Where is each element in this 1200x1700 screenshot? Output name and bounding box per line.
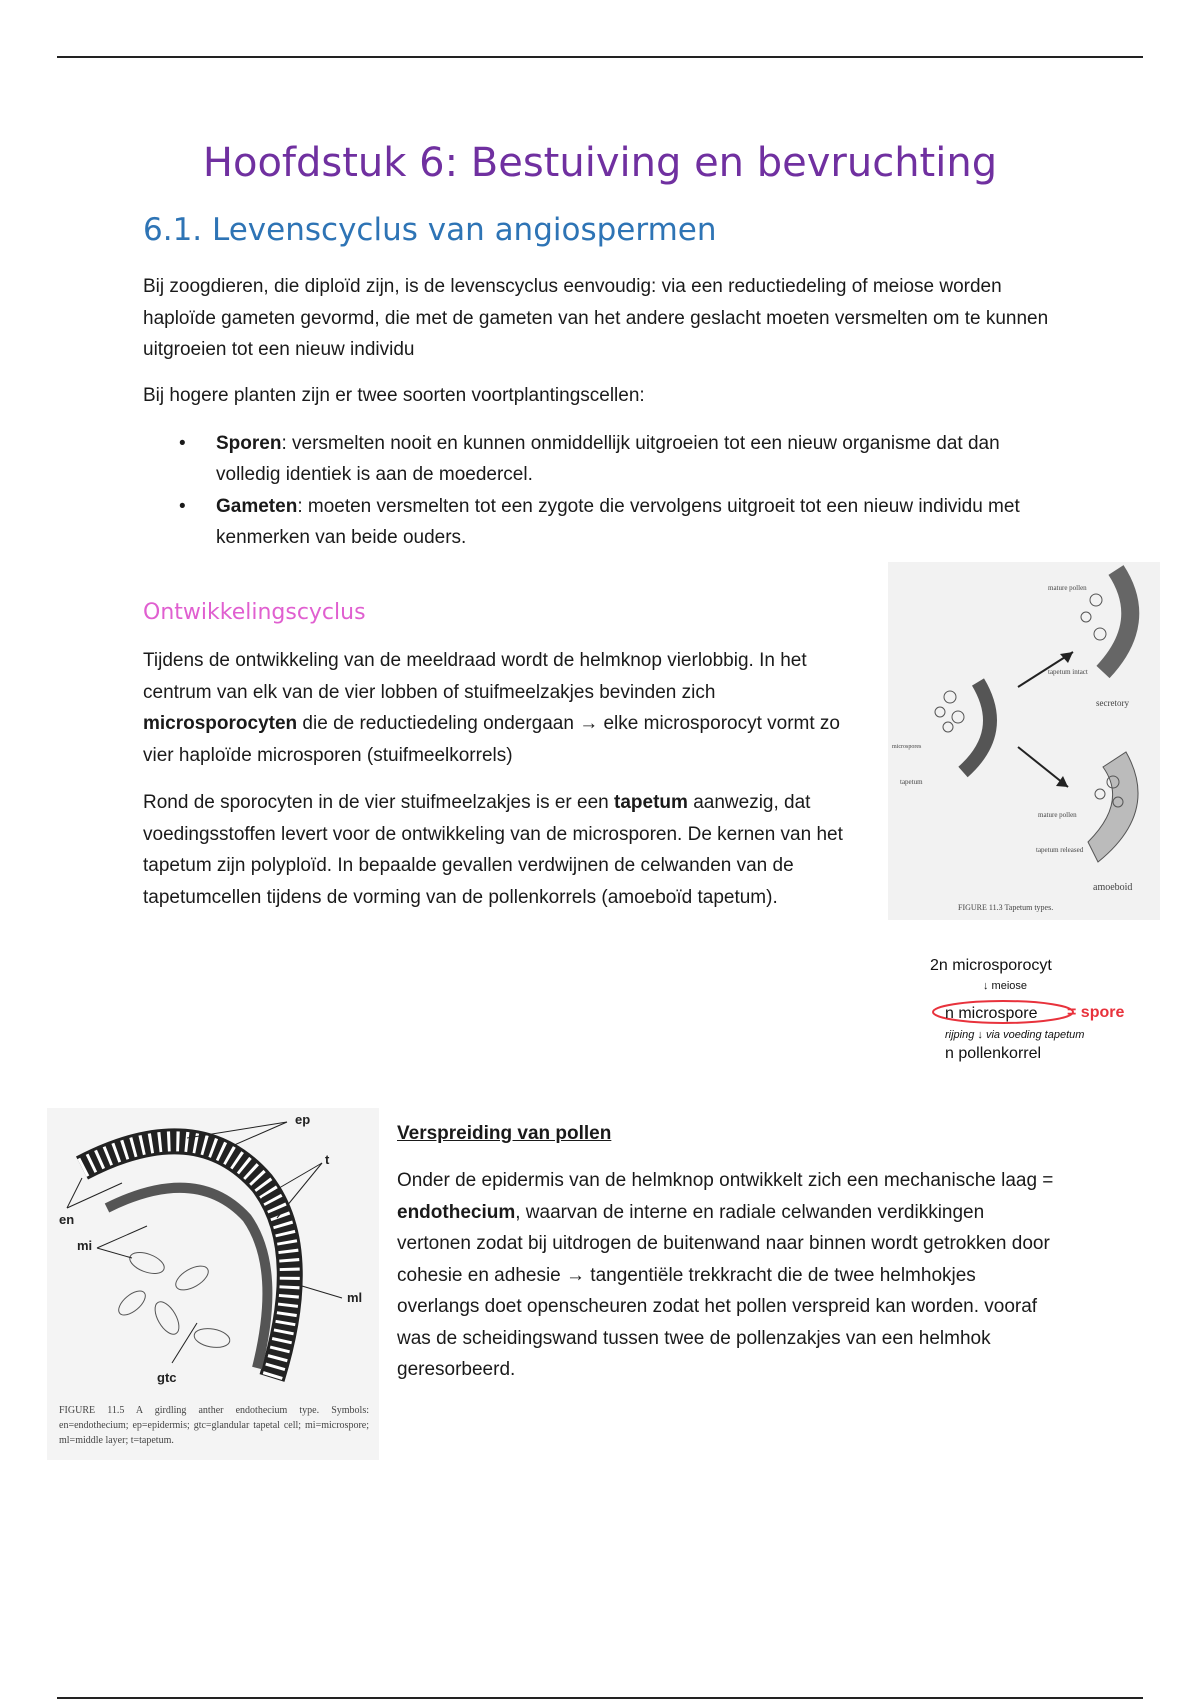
anther-wall-left [963, 682, 990, 772]
label-tapetum: tapetum [900, 778, 923, 786]
endothecium-figure [47, 1108, 379, 1460]
dev-para1-b: die de reductiedeling ondergaan → elke microsporocyt vormt zo vier haploïde microsporen (stuifmeelkorrels) [143, 713, 840, 766]
label-microspores: microspores [892, 744, 922, 750]
cycle-line-microspore: n microspore [945, 1005, 1038, 1022]
cycle-line-microsporocyt: 2n microsporocyt [930, 957, 1052, 974]
tapetum-figure-caption: FIGURE 11.3 Tapetum types. [958, 903, 1054, 912]
label-mi: mi [77, 1238, 93, 1253]
cycle-line-pollenkorrel: n pollenkorrel [945, 1045, 1042, 1062]
label-secretory: secretory [1096, 698, 1129, 708]
dev-para2-b: aanwezig, dat voedingsstoffen levert voor de ontwikkeling van de microsporen. De kernen van het tapetum zijn polyploïd. In bepaalde gevallen verdwijnen de celwanden van de tapetumcellen tijdens de vorming van de pollenkorrels (amoeboïd tapetum). [143, 792, 843, 908]
second-paragraph: Bij hogere planten zijn er twee soorten voortplantingscellen: [143, 385, 645, 406]
label-amoeboid: amoeboid [1093, 882, 1133, 893]
label-tapetum-released: tapetum released [1036, 846, 1084, 854]
dev-para1-bold: microsporocyten [143, 713, 298, 734]
anther-wall-top [1103, 570, 1130, 672]
footer-rule [57, 1697, 1143, 1699]
header-rule [57, 56, 1143, 58]
section-heading: 6.1. Levenscyclus van angiospermen [143, 212, 717, 248]
bullet-icon: • [179, 496, 186, 517]
bullet-sporen [143, 428, 1063, 490]
bullet-text: : moeten versmelten tot een zygote die vervolgens uitgroeit tot een nieuw individu met kenmerken van beide ouders. [216, 496, 1020, 548]
verspreiding-heading: Verspreiding van pollen [397, 1123, 612, 1144]
endothecium-figure-caption: FIGURE 11.5 A girdling anther endothecium type. Symbols: en=endothecium; ep=epidermis; gtc=glandular tapetal cell; mi=microspore; ml=middle layer; t=tapetum. [59, 1405, 369, 1446]
verspreiding-a: Onder de epidermis van de helmknop ontwikkelt zich een mechanische laag = [397, 1170, 1054, 1191]
cycle-svg [915, 955, 1155, 1065]
subheading-ontwikkelingscyclus: Ontwikkelingscyclus [143, 600, 366, 625]
anther-wall-bottom [1088, 752, 1138, 862]
label-ml: ml [347, 1290, 363, 1305]
tapetum-figure [888, 562, 1160, 920]
bullet-gameten [143, 491, 1063, 553]
microspore-cycle-diagram [915, 955, 1155, 1065]
bullet-text: : versmelten nooit en kunnen onmiddellijk uitgroeien tot een nieuw organisme dat dan volledig identiek is aan de moedercel. [216, 433, 1000, 485]
bullet-list [143, 428, 1063, 553]
label-en: en [59, 1212, 75, 1227]
dev-para2-bold: tapetum [614, 792, 688, 813]
bullet-term: Sporen [216, 433, 282, 454]
development-paragraph-2 [143, 787, 868, 913]
bullet-term: Gameten [216, 496, 298, 517]
label-t: t [325, 1152, 330, 1167]
verspreiding-bold: endothecium [397, 1201, 516, 1223]
dev-para1-a: Tijdens de ontwikkeling van de meeldraad wordt de helmknop vierlobbig. In het centrum van elk van de vier lobben of stuifmeelzakjes bevinden zich [143, 650, 807, 703]
label-ep: ep [295, 1112, 311, 1127]
development-paragraph-1 [143, 645, 863, 771]
bullet-icon: • [179, 433, 186, 454]
label-mature-pollen: mature pollen [1048, 584, 1087, 592]
cycle-line-rijping: rijping ↓ via voeding tapetum [945, 1029, 1085, 1041]
verspreiding-b: , waarvan de interne en radiale celwanden verdikkingen vertonen zodat bij uitdrogen de buitenwand naar binnen wordt getrokken door cohesie en adhesie → tangentiële trekkracht die de twee helmhokjes overlangs doet openscheuren zodat het pollen verspreid kan worden. vooraf was de scheidingswand tussen twee de pollenzakjes van een helmhok geresorbeerd. [397, 1201, 1050, 1380]
page-title: Hoofdstuk 6: Bestuiving en bevruchting [202, 140, 998, 186]
dev-para2-a: Rond de sporocyten in de vier stuifmeelzakjes is er een [143, 792, 615, 813]
tapetum-illustration [888, 562, 1160, 920]
cycle-line-meiose: ↓ meiose [983, 980, 1028, 992]
spore-label: = spore [1067, 1004, 1125, 1021]
label-mature-pollen-2: mature pollen [1038, 811, 1077, 819]
label-gtc: gtc [157, 1370, 177, 1385]
intro-paragraph: Bij zoogdieren, die diploïd zijn, is de levenscyclus eenvoudig: via een reductiedeling of meiose worden haploïde gameten gevormd, die met de gameten van het andere geslacht moeten versmelten om te kunnen uitgroeien tot een nieuw individu [143, 276, 1049, 360]
verspreiding-paragraph [397, 1165, 1057, 1386]
tapetum-band [107, 1188, 267, 1368]
label-tapetum-intact: tapetum intact [1048, 668, 1088, 676]
